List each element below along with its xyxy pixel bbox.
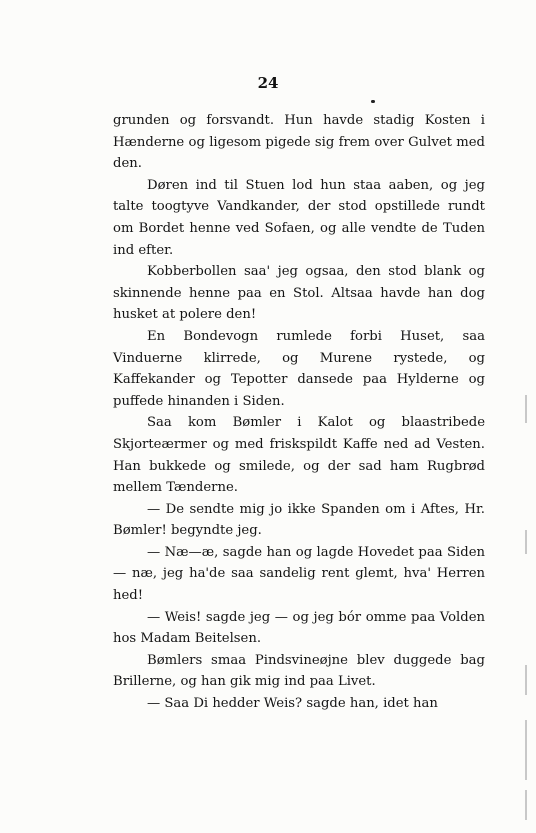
page-number: 24 [257,74,279,92]
paragraph: Bømlers smaa Pindsvineøjne blev duggede bag Brillerne, og han gik mig ind paa Livet. [113,652,485,690]
scan-edge-mark [525,665,527,695]
paragraph: — Saa Di hedder Weis? sagde han, idet han [147,696,438,712]
scan-edge-mark [525,395,527,423]
paragraph: — Næ—æ, sagde han og lagde Hovedet paa Siden — næ, jeg ha'de saa sandelig rent glemt, hva' Herren hed! [113,544,485,604]
scan-edge-mark [525,790,527,820]
paragraph: — Weis! sagde jeg — og jeg bór omme paa Volden hos Madam Beitelsen. [113,609,485,647]
ink-speck [371,100,375,103]
paragraph: Kobberbollen saa' jeg ogsaa, den stod blank og skinnende henne paa en Stol. Altsaa havde han dog husket at polere den! [113,264,485,323]
body-text [113,110,485,715]
paragraph: grunden og forsvandt. Hun havde stadig Kosten i Hænderne og ligesom pigede sig frem over Gulvet med den. [113,113,485,172]
paragraph: En Bondevogn rumlede forbi Huset, saa Vinduerne klirrede, og Murene rystede, og Kaffekander og Tepotter dansede paa Hylderne og puffede hinanden i Siden. [113,328,485,409]
paragraph: Døren ind til Stuen lod hun staa aaben, og jeg talte toogtyve Vandkander, der stod opstillede rundt om Bordet henne ved Sofaen, og alle vendte de Tuden ind efter. [113,177,485,258]
paragraph: — De sendte mig jo ikke Spanden om i Aftes, Hr. Bømler! begyndte jeg. [113,501,485,539]
scan-edge-mark [525,530,527,554]
scan-edge-mark [525,720,527,780]
paragraph: Saa kom Bømler i Kalot og blaastribede Skjorteærmer og med friskspildt Kaffe ned ad Vesten. Han bukkede og smilede, og der sad ham Rugbrød mellem Tænderne. [113,415,485,496]
